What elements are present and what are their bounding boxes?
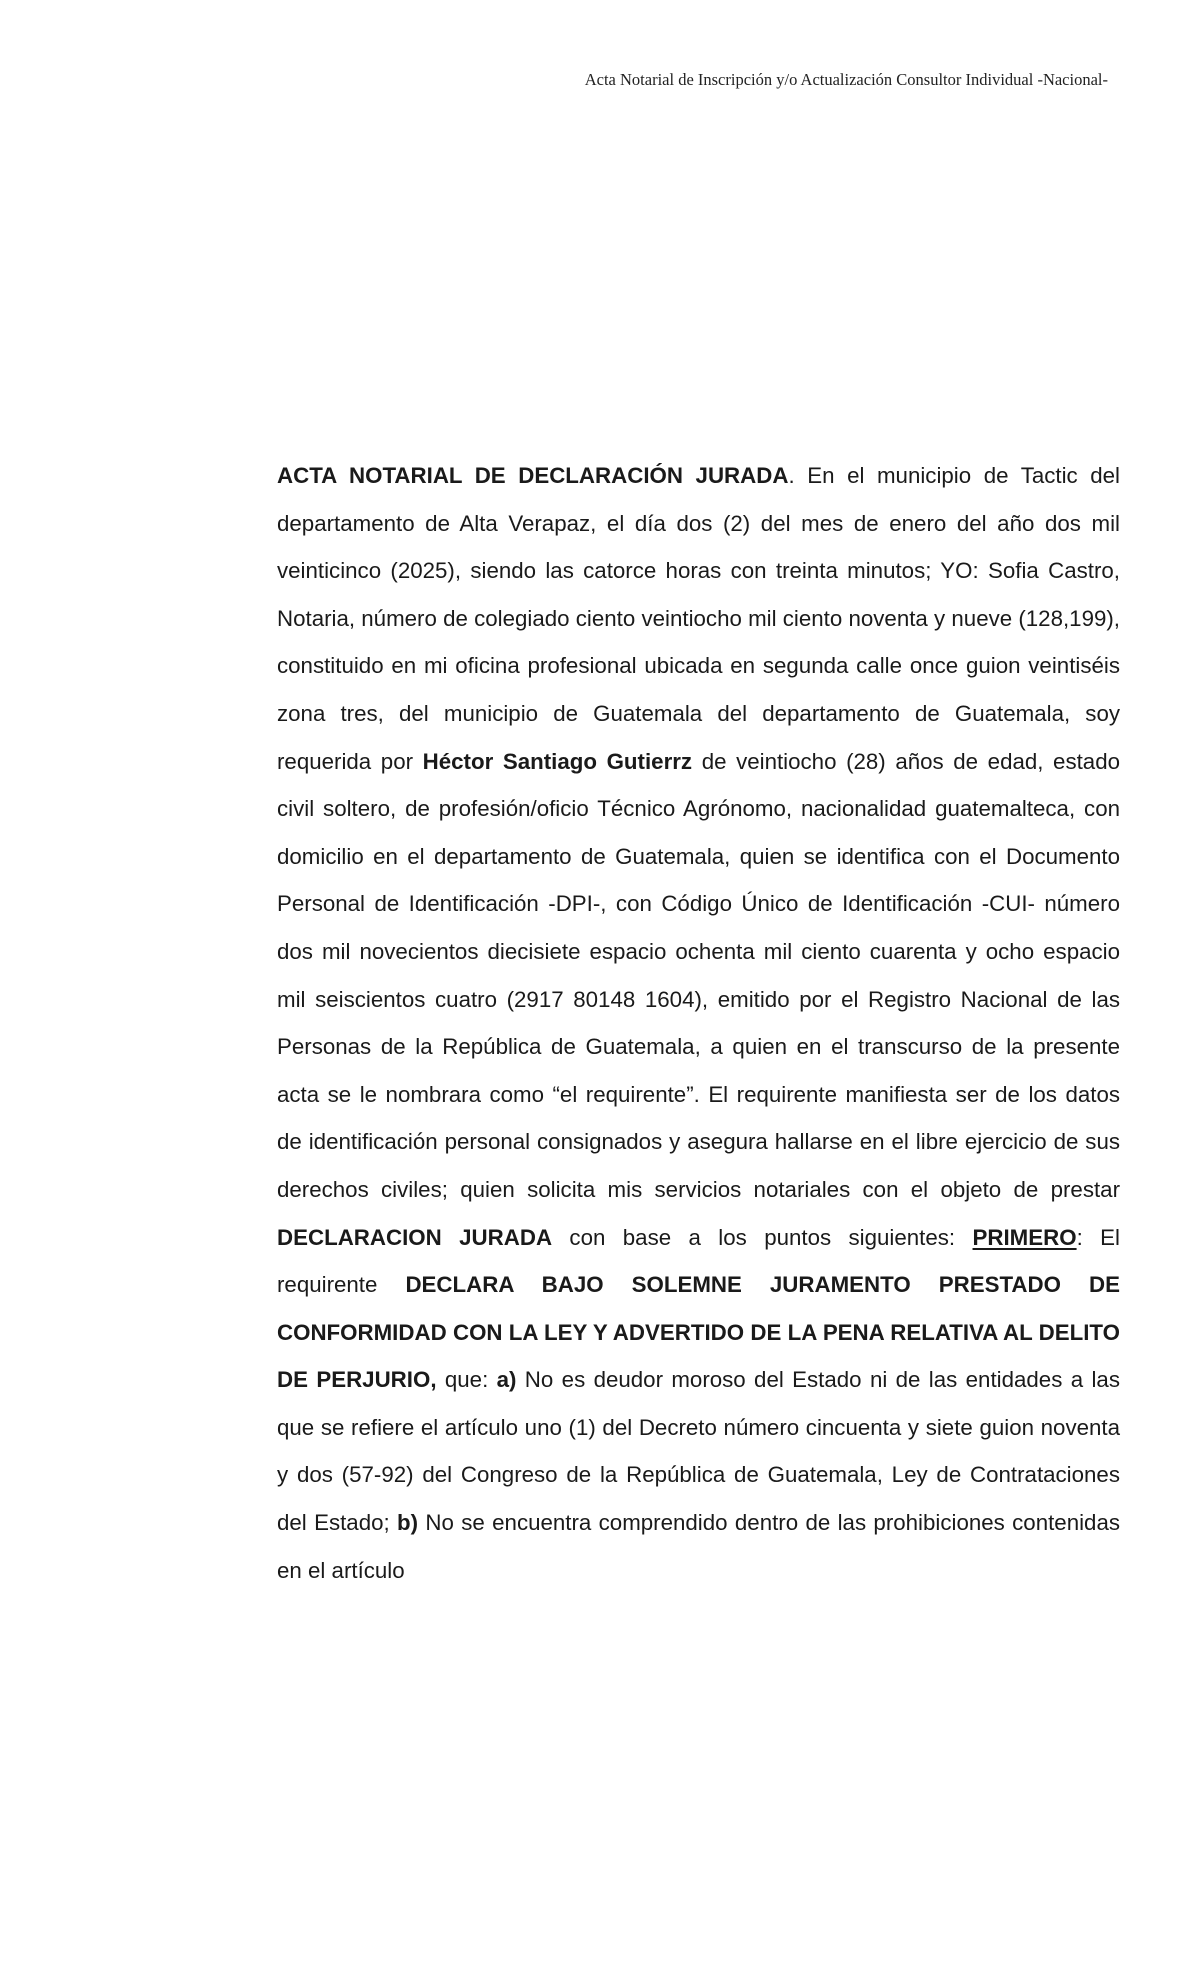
body-text (277, 452, 1120, 1594)
oath-statement: DECLARA BAJO SOLEMNE JURAMENTO PRESTADO DE CONFORMIDAD CON LA LEY Y ADVERTIDO DE LA PENA RELATIVA AL DELITO DE PERJURIO, (277, 1272, 1120, 1393)
text-segment-requirer: : El requirente (277, 1224, 1120, 1298)
item-b-label: b) (397, 1510, 419, 1536)
primero-heading: PRIMERO (972, 1224, 1077, 1250)
text-segment-intro: . En el municipio de Tactic del departamento de Alta Verapaz, el día dos (2) del mes de enero del año dos mil veinticinco (2025), siendo las catorce horas con treinta minutos; YO: Sofia Castro, Notaria, número de colegiado ciento veintiocho mil ciento noventa y nueve (128,199), constituido en mi oficina profesional ubicada en segunda calle once guion veintiséis zona tres, del municipio de Guatemala del departamento de Guatemala, soy requerida por (277, 463, 1121, 774)
text-segment-identity: de veintiocho (28) años de edad, estado civil soltero, de profesión/oficio Técnico Agrónomo, nacionalidad guatemalteca, con domicilio en el departamento de Guatemala, quien se identifica con el Documento Personal de Identificación -DPI-, con Código Único de Identificación -CUI- número dos mil novecientos diecisiete espacio ochenta mil ciento cuarenta y ocho espacio mil seiscientos cuatro (2917 80148 1604), emitido por el Registro Nacional de las Personas de la República de Guatemala, a quien en el transcurso de la presente acta se le nombrara como “el requirente”. El requirente manifiesta ser de los datos de identificación personal consignados y asegura hallarse en el libre ejercicio de sus derechos civiles; quien solicita mis servicios notariales con el objeto de prestar (277, 748, 1121, 1202)
item-a-text: No es deudor moroso del Estado ni de las entidades a las que se refiere el artículo uno (1) del Decreto número cincuenta y siete guion noventa y dos (57-92) del Congreso de la República de Guatemala, Ley de Contrataciones del Estado; (277, 1367, 1120, 1536)
text-segment-que: que: (436, 1367, 497, 1393)
item-b-text: No se encuentra comprendido dentro de las prohibiciones contenidas en el artículo (277, 1510, 1120, 1583)
declaration-paragraph (277, 452, 1120, 1594)
item-a-label: a) (496, 1367, 517, 1393)
act-title: ACTA NOTARIAL DE DECLARACIÓN JURADA (277, 463, 789, 488)
text-segment-points: con base a los puntos siguientes: (552, 1224, 973, 1250)
requirer-name: Héctor Santiago Gutierrz (422, 748, 693, 774)
running-header: Acta Notarial de Inscripción y/o Actualización Consultor Individual -Nacional- (584, 70, 1108, 89)
declaracion-jurada-term: DECLARACION JURADA (277, 1224, 553, 1250)
